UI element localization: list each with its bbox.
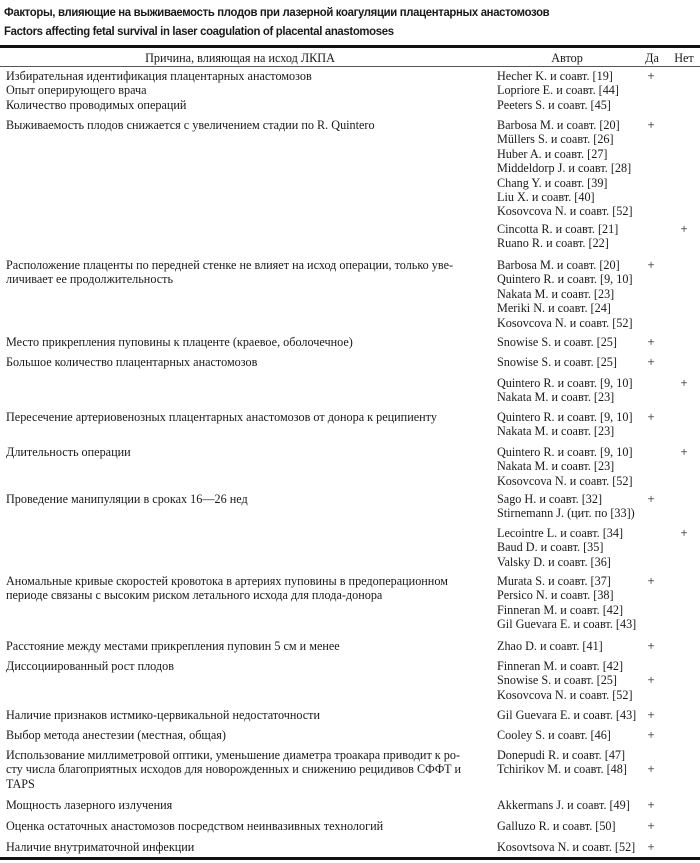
author-reference: Nakata M. и соавт. [23]	[497, 459, 615, 474]
author-reference: Quintero R. и соавт. [9, 10]	[497, 410, 633, 424]
author-reference: Gil Guevara E. и соавт. [43]	[497, 708, 637, 722]
author-reference: Lecointre L. и соавт. [34]	[497, 526, 624, 540]
cause-line: сту числа благоприятных исходов для новорожденных и снижению рецидивов СФФТ и	[6, 762, 462, 777]
author-reference: Liu X. и соавт. [40]	[497, 189, 595, 204]
author-reference: Huber A. и соавт. [27]	[497, 146, 608, 161]
cause-line: Большое количество плацентарных анастомозов	[6, 355, 258, 369]
author-cell	[497, 708, 642, 722]
author-reference: Quintero R. и соавт. [9, 10]	[497, 445, 633, 459]
author-cell	[497, 574, 642, 632]
author-reference: Barbosa M. и соавт. [20]	[497, 258, 620, 272]
author-cell	[497, 335, 642, 349]
cause-cell	[6, 819, 488, 833]
author-reference: Hecher K. и соавт. [19]	[497, 69, 613, 83]
cause-cell	[6, 798, 488, 812]
author-reference: Nakata M. и соавт. [23]	[497, 390, 615, 405]
author-reference: Valsky D. и соавт. [36]	[497, 554, 611, 569]
author-reference: Ruano R. и соавт. [22]	[497, 236, 609, 251]
author-cell	[497, 798, 642, 812]
author-reference: Gil Guevara E. и соавт. [43]	[497, 617, 637, 632]
author-cell	[497, 410, 642, 439]
cause-line: Расположение плаценты по передней стенке не влияет на исход операции, только уве-	[6, 258, 454, 272]
cause-cell	[6, 659, 488, 673]
author-cell	[497, 840, 642, 854]
cause-cell	[6, 445, 488, 459]
author-reference: Nakata M. и соавт. [23]	[497, 424, 615, 439]
cause-cell	[6, 118, 488, 132]
author-cell	[497, 258, 642, 330]
author-reference: Akkermans J. и соавт. [49]	[497, 798, 630, 812]
cause-line: Оценка остаточных анастомозов посредством неинвазивных технологий	[6, 819, 384, 833]
yes-mark: +	[647, 707, 655, 722]
author-cell	[497, 659, 642, 702]
author-reference: Müllers S. и соавт. [26]	[497, 132, 614, 147]
cause-line: Диссоциированный рост плодов	[6, 659, 174, 673]
author-reference: Sago H. и соавт. [32]	[497, 492, 603, 506]
yes-mark: +	[647, 117, 655, 132]
author-cell	[497, 69, 642, 112]
yes-mark: +	[647, 354, 655, 369]
author-cell	[497, 639, 642, 653]
cause-line: Использование миллиметровой оптики, уменьшение диаметра троакара приводит к ро-	[6, 748, 461, 762]
cause-cell	[6, 492, 488, 506]
no-mark: +	[680, 375, 688, 390]
author-reference: Barbosa M. и соавт. [20]	[497, 118, 620, 132]
cause-line: Аномальные кривые скоростей кровотока в артериях пуповины в предоперационном	[6, 574, 448, 588]
cause-line: Расстояние между местами прикрепления пуповин 5 см и менее	[6, 639, 340, 653]
cause-cell	[6, 335, 488, 349]
author-reference: Meriki N. и соавт. [24]	[497, 301, 611, 316]
author-reference: Kosovcova N. и соавт. [52]	[497, 204, 633, 219]
cause-line: Проведение манипуляции в сроках 16—26 нед	[6, 492, 248, 506]
cause-line: Выбор метода анестезии (местная, общая)	[6, 728, 226, 742]
author-reference: Chang Y. и соавт. [39]	[497, 175, 608, 190]
yes-mark: +	[647, 839, 655, 854]
author-reference: Persico N. и соавт. [38]	[497, 588, 614, 603]
yes-mark: +	[647, 761, 655, 777]
cause-line: Наличие признаков истмико-цервикальной недостаточности	[6, 708, 321, 722]
cause-line: Место прикрепления пуповины к плаценте (краевое, оболочечное)	[6, 335, 353, 349]
author-reference: Lopriore E. и соавт. [44]	[497, 83, 619, 98]
author-cell	[497, 492, 642, 521]
author-reference: Finneran M. и соавт. [42]	[497, 659, 624, 673]
author-cell	[497, 355, 642, 369]
cause-line: TAPS	[6, 776, 35, 791]
cause-line: Пересечение артериовенозных плацентарных анастомозов от донора к реципиенту	[6, 410, 437, 424]
cause-cell	[6, 69, 488, 112]
cause-cell	[6, 639, 488, 653]
yes-mark: +	[647, 68, 655, 83]
cause-cell	[6, 728, 488, 742]
author-cell	[497, 748, 642, 777]
author-reference: Quintero R. и соавт. [9, 10]	[497, 376, 633, 390]
cause-line: Опыт оперирующего врача	[6, 83, 147, 98]
author-reference: Peeters S. и соавт. [45]	[497, 97, 611, 112]
cause-cell	[6, 258, 488, 287]
author-reference: Cooley S. и соавт. [46]	[497, 728, 611, 742]
author-cell	[497, 728, 642, 742]
author-reference: Kosovtsova N. и соавт. [52]	[497, 840, 636, 854]
cause-cell	[6, 574, 488, 603]
author-reference: Middeldorp J. и соавт. [28]	[497, 161, 632, 176]
cause-cell	[6, 355, 488, 369]
cause-line: личивает ее продолжительность	[6, 272, 174, 287]
cause-line: Мощность лазерного излучения	[6, 798, 173, 812]
header-yes: Да	[645, 51, 659, 65]
header-no: Нет	[674, 51, 694, 65]
author-reference: Snowise S. и соавт. [25]	[497, 355, 617, 369]
author-cell	[497, 526, 642, 569]
author-reference: Finneran M. и соавт. [42]	[497, 602, 624, 617]
cause-cell	[6, 840, 488, 854]
header-author: Автор	[551, 51, 583, 65]
author-reference: Snowise S. и соавт. [25]	[497, 673, 617, 688]
cause-line: Наличие внутриматочной инфекции	[6, 840, 195, 854]
author-cell	[497, 376, 642, 405]
author-reference: Tchirikov M. и соавт. [48]	[497, 762, 627, 777]
author-reference: Cincotta R. и соавт. [21]	[497, 222, 619, 236]
yes-mark: +	[647, 573, 655, 588]
author-reference: Kosovcova N. и соавт. [52]	[497, 315, 633, 330]
table-title-ru: Факторы, влияющие на выживаемость плодов при лазерной коагуляции плацентарных анастомозов	[4, 5, 550, 19]
author-reference: Galluzo R. и соавт. [50]	[497, 819, 616, 833]
header-cause: Причина, влияющая на исход ЛКПА	[145, 51, 335, 65]
yes-mark: +	[647, 334, 655, 349]
yes-mark: +	[647, 672, 655, 688]
header-rule	[0, 66, 700, 67]
cause-line: периоде связаны с высоким риском летального исхода для плода-донора	[6, 588, 383, 603]
author-reference: Kosovcova N. и соавт. [52]	[497, 473, 633, 488]
no-mark: +	[680, 444, 688, 459]
author-reference: Quintero R. и соавт. [9, 10]	[497, 272, 633, 287]
cause-cell	[6, 748, 488, 791]
author-reference: Kosovcova N. и соавт. [52]	[497, 687, 633, 702]
top-rule	[0, 45, 700, 48]
cause-line: Количество проводимых операций	[6, 97, 187, 112]
yes-mark: +	[647, 727, 655, 742]
cause-line: Избирательная идентификация плацентарных анастомозов	[6, 69, 312, 83]
yes-mark: +	[647, 409, 655, 424]
author-cell	[497, 819, 642, 833]
table-title-en: Factors affecting fetal survival in laser coagulation of placental anastomoses	[4, 24, 394, 38]
yes-mark: +	[647, 818, 655, 833]
yes-mark: +	[647, 638, 655, 653]
author-reference: Nakata M. и соавт. [23]	[497, 286, 615, 301]
yes-mark: +	[647, 491, 655, 506]
cause-cell	[6, 410, 488, 424]
author-cell	[497, 445, 642, 488]
cause-line: Длительность операции	[6, 445, 131, 459]
author-reference: Donepudi R. и соавт. [47]	[497, 748, 626, 762]
author-cell	[497, 222, 642, 251]
author-reference: Murata S. и соавт. [37]	[497, 574, 611, 588]
bottom-rule	[0, 857, 700, 860]
cause-cell	[6, 708, 488, 722]
no-mark: +	[680, 525, 688, 540]
author-cell	[497, 118, 642, 219]
no-mark: +	[680, 221, 688, 236]
yes-mark: +	[647, 257, 655, 272]
yes-mark: +	[647, 797, 655, 812]
cause-line: Выживаемость плодов снижается с увеличением стадии по R. Quintero	[6, 118, 375, 132]
author-reference: Baud D. и соавт. [35]	[497, 540, 604, 555]
author-reference: Zhao D. и соавт. [41]	[497, 639, 603, 653]
author-reference: Stirnemann J. (цит. по [33])	[497, 506, 635, 521]
author-reference: Snowise S. и соавт. [25]	[497, 335, 617, 349]
